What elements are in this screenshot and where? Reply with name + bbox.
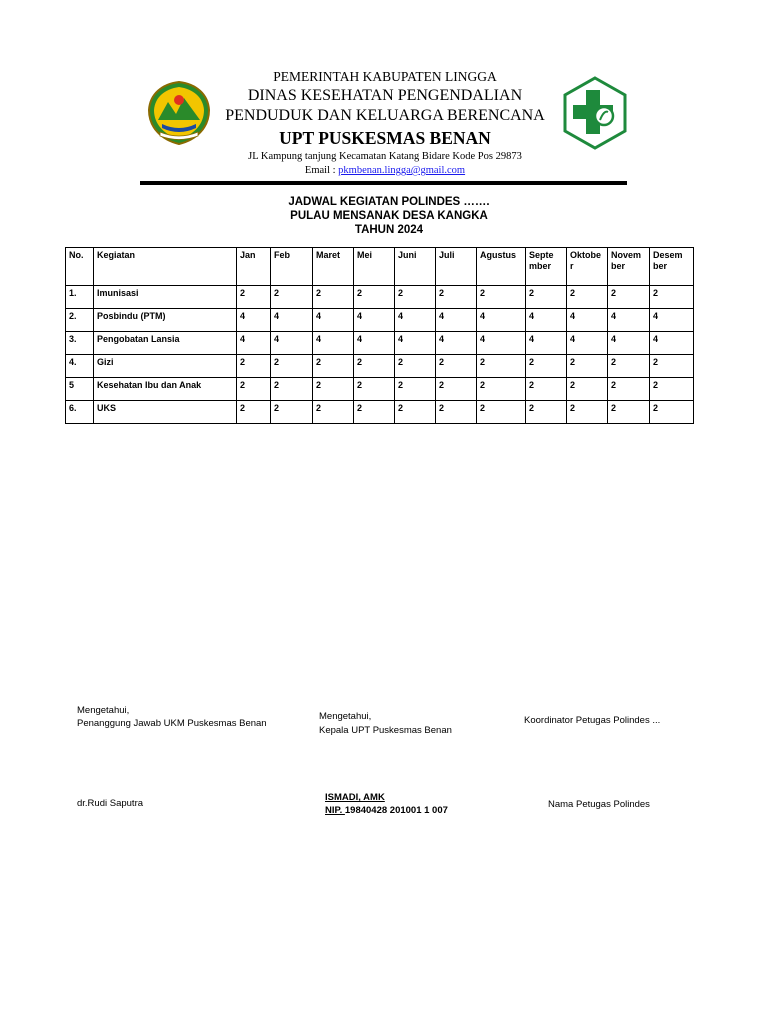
table-header-cell: Desem ber: [650, 248, 694, 286]
activity-name-cell: UKS: [94, 401, 237, 424]
schedule-location: PULAU MENSANAK DESA KANGKA: [290, 210, 488, 222]
table-header-cell: Juni: [395, 248, 436, 286]
table-header-cell: No.: [66, 248, 94, 286]
header-dinas-cont: PENDUDUK DAN KELUARGA BERENCANA: [225, 107, 545, 124]
signature-right-role: Koordinator Petugas Polindes ...: [524, 715, 661, 726]
header-email: [200, 165, 570, 176]
month-count-cell: 2: [395, 286, 436, 309]
month-count-cell: 2: [436, 378, 477, 401]
month-count-cell: 4: [395, 309, 436, 332]
month-count-cell: 2: [354, 286, 395, 309]
activity-name-cell: Pengobatan Lansia: [94, 332, 237, 355]
table-header-cell: Feb: [271, 248, 313, 286]
month-count-cell: 2: [608, 401, 650, 424]
month-count-cell: 2: [313, 286, 354, 309]
month-count-cell: 2: [650, 378, 694, 401]
nip-label: NIP.: [325, 805, 345, 816]
month-count-cell: 2: [237, 355, 271, 378]
month-count-cell: 4: [313, 332, 354, 355]
month-count-cell: 4: [436, 309, 477, 332]
month-count-cell: 4: [567, 332, 608, 355]
table-header-cell: Oktobe r: [567, 248, 608, 286]
row-number-cell: 5: [66, 378, 94, 401]
activity-name-cell: Gizi: [94, 355, 237, 378]
month-count-cell: 2: [608, 286, 650, 309]
month-count-cell: 2: [567, 355, 608, 378]
month-count-cell: 2: [567, 401, 608, 424]
month-count-cell: 2: [313, 401, 354, 424]
month-count-cell: 2: [271, 378, 313, 401]
month-count-cell: 2: [237, 378, 271, 401]
month-count-cell: 4: [650, 309, 694, 332]
month-count-cell: 4: [477, 332, 526, 355]
month-count-cell: 4: [526, 332, 567, 355]
month-count-cell: 2: [313, 355, 354, 378]
month-count-cell: 2: [237, 401, 271, 424]
header-divider: [140, 181, 627, 185]
month-count-cell: 2: [313, 378, 354, 401]
month-count-cell: 2: [271, 286, 313, 309]
signature-left-role: Penanggung Jawab UKM Puskesmas Benan: [77, 718, 267, 729]
table-row: [66, 332, 694, 355]
month-count-cell: 4: [526, 309, 567, 332]
signature-middle-role: Kepala UPT Puskesmas Benan: [319, 725, 452, 736]
month-count-cell: 2: [436, 355, 477, 378]
signature-middle-name: ISMADI, AMK: [325, 792, 385, 803]
month-count-cell: 4: [237, 332, 271, 355]
month-count-cell: 2: [650, 355, 694, 378]
month-count-cell: 2: [477, 401, 526, 424]
row-number-cell: 1.: [66, 286, 94, 309]
month-count-cell: 4: [567, 309, 608, 332]
month-count-cell: 2: [650, 401, 694, 424]
header-dinas: DINAS KESEHATAN PENGENDALIAN: [247, 87, 523, 104]
table-row: [66, 401, 694, 424]
header-puskesmas: UPT PUSKESMAS BENAN: [279, 128, 491, 148]
nip-value: 19840428 201001 1 007: [344, 805, 448, 816]
table-header-cell: Maret: [313, 248, 354, 286]
table-header-cell: Agustus: [477, 248, 526, 286]
row-number-cell: 3.: [66, 332, 94, 355]
schedule-table: [65, 247, 694, 424]
puskesmas-logo-icon: [562, 76, 628, 150]
month-count-cell: 2: [526, 378, 567, 401]
row-number-cell: 4.: [66, 355, 94, 378]
signature-right-name: Nama Petugas Polindes: [548, 799, 650, 810]
email-label: Email :: [304, 165, 339, 176]
month-count-cell: 2: [395, 355, 436, 378]
month-count-cell: 2: [395, 378, 436, 401]
table-header-cell: Juli: [436, 248, 477, 286]
month-count-cell: 4: [271, 309, 313, 332]
table-header-cell: Novem ber: [608, 248, 650, 286]
activity-name-cell: Kesehatan Ibu dan Anak: [94, 378, 237, 401]
month-count-cell: 4: [650, 332, 694, 355]
row-number-cell: 2.: [66, 309, 94, 332]
month-count-cell: 2: [354, 378, 395, 401]
table-row: [66, 355, 694, 378]
table-header-cell: Kegiatan: [94, 248, 237, 286]
signature-left-label: Mengetahui,: [77, 705, 130, 716]
month-count-cell: 4: [436, 332, 477, 355]
month-count-cell: 4: [237, 309, 271, 332]
month-count-cell: 4: [395, 332, 436, 355]
email-link[interactable]: pkmbenan.lingga@gmail.com: [338, 165, 466, 176]
month-count-cell: 4: [354, 309, 395, 332]
month-count-cell: 2: [395, 401, 436, 424]
header-government: PEMERINTAH KABUPATEN LINGGA: [273, 69, 497, 84]
signature-left-name: dr.Rudi Saputra: [77, 798, 144, 809]
table-row: [66, 378, 694, 401]
month-count-cell: 2: [237, 286, 271, 309]
month-count-cell: 2: [477, 355, 526, 378]
schedule-title: JADWAL KEGIATAN POLINDES …….: [288, 196, 490, 208]
month-count-cell: 2: [608, 355, 650, 378]
month-count-cell: 2: [567, 378, 608, 401]
table-header-cell: Mei: [354, 248, 395, 286]
month-count-cell: 2: [271, 355, 313, 378]
month-count-cell: 2: [526, 286, 567, 309]
table-header-cell: Septe mber: [526, 248, 567, 286]
month-count-cell: 2: [477, 286, 526, 309]
table-row: [66, 309, 694, 332]
month-count-cell: 4: [608, 309, 650, 332]
header-address: JL Kampung tanjung Kecamatan Katang Bidare Kode Pos 29873: [248, 151, 522, 162]
month-count-cell: 2: [436, 401, 477, 424]
month-count-cell: 4: [608, 332, 650, 355]
table-header-cell: Jan: [237, 248, 271, 286]
month-count-cell: 4: [313, 309, 354, 332]
month-count-cell: 4: [477, 309, 526, 332]
signature-middle-label: Mengetahui,: [319, 711, 372, 722]
signature-middle-nip: [325, 804, 448, 818]
schedule-year: TAHUN 2024: [354, 224, 424, 236]
month-count-cell: 2: [271, 401, 313, 424]
row-number-cell: 6.: [66, 401, 94, 424]
month-count-cell: 2: [354, 355, 395, 378]
month-count-cell: 2: [526, 355, 567, 378]
month-count-cell: 4: [354, 332, 395, 355]
table-row: [66, 286, 694, 309]
activity-name-cell: Posbindu (PTM): [94, 309, 237, 332]
month-count-cell: 2: [354, 401, 395, 424]
activity-name-cell: Imunisasi: [94, 286, 237, 309]
month-count-cell: 2: [567, 286, 608, 309]
month-count-cell: 2: [526, 401, 567, 424]
month-count-cell: 2: [608, 378, 650, 401]
month-count-cell: 4: [271, 332, 313, 355]
table-header-row: [66, 248, 694, 286]
month-count-cell: 2: [436, 286, 477, 309]
month-count-cell: 2: [477, 378, 526, 401]
month-count-cell: 2: [650, 286, 694, 309]
